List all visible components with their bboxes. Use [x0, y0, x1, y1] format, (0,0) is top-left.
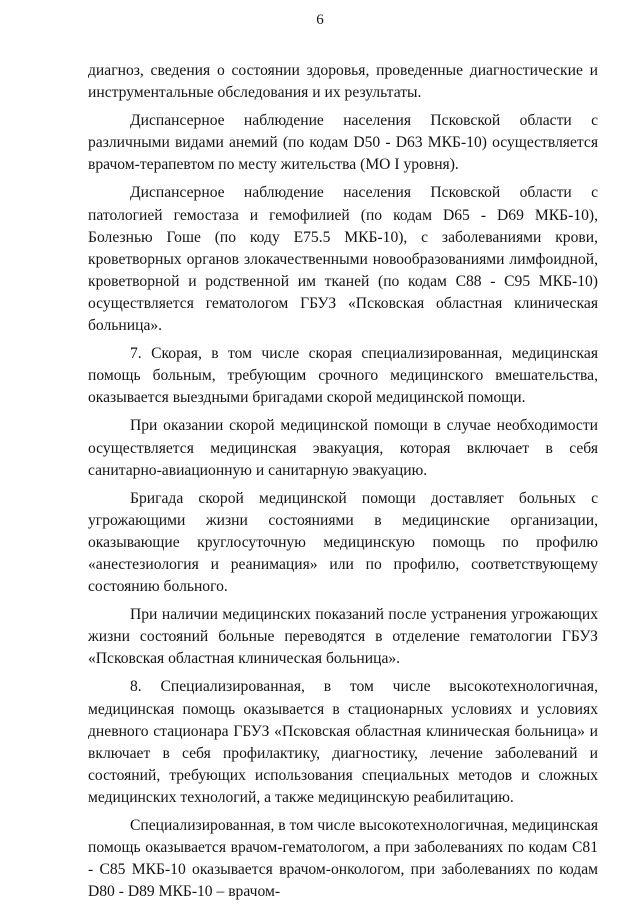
paragraph-specialized-hematologist: Специализированная, в том числе высокотехнологичная, медицинская помощь оказывается врачом-гематологом, а при заболеваниях по кодам С81 - С85 МКБ-10 оказывается врачом-онкологом, при заболеваниях по кодам D80 - D89 МКБ-10 – врачом-: [88, 817, 598, 901]
paragraph-emergency-care: 7. Скорая, в том числе скорая специализированная, медицинская помощь больным, требующим срочного медицинского вмешательства, оказывается выездными бригадами скорой медицинской помощи.: [88, 345, 598, 407]
paragraph-ambulance-team: Бригада скорой медицинской помощи доставляет больных с угрожающими жизни состояниями в медицинские организации, оказывающие круглосуточную медицинскую помощь по профилю «анестезиология и реанимация» или по профилю, соответствующему состоянию больного.: [88, 489, 598, 596]
paragraph-medical-evacuation: При оказании скорой медицинской помощи в случае необходимости осуществляется медицинская эвакуация, которая включает в себя санитарно-авиационную и санитарную эвакуацию.: [88, 417, 598, 479]
paragraph-hemostasis-dispensary: Диспансерное наблюдение населения Псковской области с патологией гемостаза и гемофилией (по кодам D65 - D69 МКБ-10), Болезнью Гоше (по коду Е75.5 МКБ-10), с заболеваниями крови, кроветворных органов злокачественными новообразованиями лимфоидной, кроветворной и родственной им тканей (по кодам С88 - С95 МКБ-10) осуществляется гематологом ГБУЗ «Псковская областная клиническая больница».: [88, 184, 598, 335]
paragraph-transfer-hematology: При наличии медицинских показаний после устранения угрожающих жизни состояний больные переводятся в отделение гематологии ГБУЗ «Псковская областная клиническая больница».: [88, 606, 598, 668]
document-body: [88, 60, 598, 909]
paragraph-specialized-care: 8. Специализированная, в том числе высокотехнологичная, медицинская помощь оказывается в стационарных условиях и условиях дневного стационара ГБУЗ «Псковская областная клиническая больница» и включает в себя профилактику, диагностику, лечение заболеваний и состояний, требующих использования специальных методов и сложных медицинских технологий, а также медицинскую реабилитацию.: [88, 678, 598, 806]
paragraph-anemia-dispensary: Диспансерное наблюдение населения Псковской области с различными видами анемий (по кодам D50 - D63 МКБ-10) осуществляется врачом-терапевтом по месту жительства (МО I уровня).: [88, 112, 598, 174]
paragraph-diagnosis-continuation: диагноз, сведения о состоянии здоровья, проведенные диагностические и инструментальные обследования и их результаты.: [88, 62, 598, 102]
page-number: 6: [316, 12, 324, 28]
